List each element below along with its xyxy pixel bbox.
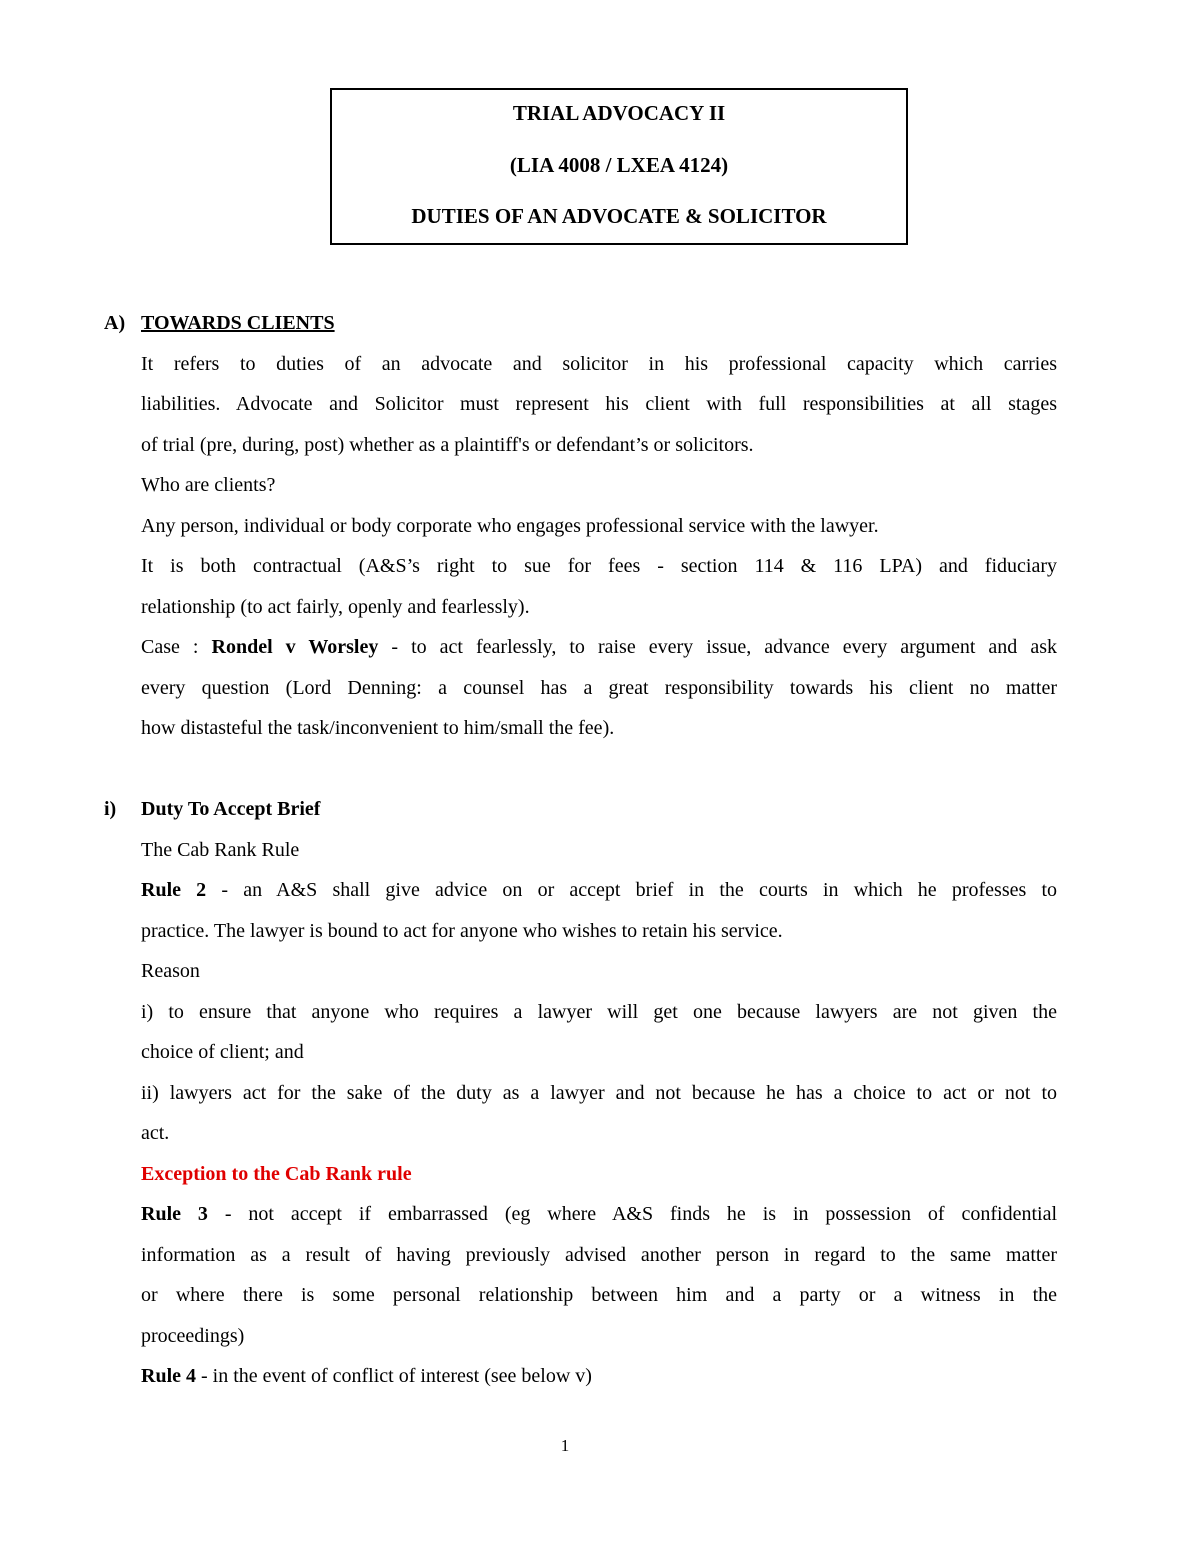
reason-label: Reason (141, 960, 200, 982)
rule-4-line (141, 1363, 1057, 1389)
rule-2-line-2: practice. The lawyer is bound to act for anyone who wishes to retain his service. (141, 920, 783, 942)
para-1-line-2: liabilities. Advocate and Solicitor must represent his client with full responsibilities at all stages (141, 393, 1057, 415)
rule-2-text: - an A&S shall give advice on or accept brief in the courts in which he professes to (206, 879, 1058, 901)
rule-4-label: Rule 4 (141, 1365, 196, 1387)
reason-1-line-1: i) to ensure that anyone who requires a lawyer will get one because lawyers are not given the (141, 1001, 1057, 1023)
case-prefix: Case : (141, 636, 212, 658)
case-line-3: how distasteful the task/inconvenient to him/small the fee). (141, 717, 615, 739)
para-1-line-1: It refers to duties of an advocate and solicitor in his professional capacity which carries (141, 353, 1057, 375)
case-line-2: every question (Lord Denning: a counsel has a great responsibility towards his client no matter (141, 677, 1057, 699)
case-description: - to act fearlessly, to raise every issue, advance every argument and ask (378, 636, 1057, 658)
answer-who-are-clients: Any person, individual or body corporate who engages professional service with the lawyer. (141, 515, 879, 537)
cab-rank-rule: The Cab Rank Rule (141, 839, 300, 861)
rule-2-label: Rule 2 (141, 879, 207, 901)
para-2-line-2: relationship (to act fairly, openly and fearlessly). (141, 596, 530, 618)
reason-2-line-1: ii) lawyers act for the sake of the duty as a lawyer and not because he has a choice to act or not to (141, 1082, 1057, 1104)
rule-3-line-4: proceedings) (141, 1325, 245, 1347)
case-line-1 (141, 634, 1057, 660)
section-i-heading: Duty To Accept Brief (141, 798, 321, 820)
document-subtitle: DUTIES OF AN ADVOCATE & SOLICITOR (411, 204, 827, 228)
page-number: 1 (560, 1436, 570, 1455)
rule-3-line-2: information as a result of having previously advised another person in regard to the same matter (141, 1244, 1057, 1266)
course-codes: (LIA 4008 / LXEA 4124) (509, 153, 729, 177)
section-i-marker: i) (104, 798, 117, 820)
rule-3-label: Rule 3 (141, 1203, 208, 1225)
rule-3-text: - not accept if embarrassed (eg where A&S finds he is in possession of confidential (207, 1203, 1057, 1225)
para-2-line-1: It is both contractual (A&S’s right to sue for fees - section 114 & 116 LPA) and fiduciary (141, 555, 1057, 577)
document-title: TRIAL ADVOCACY II (512, 101, 726, 125)
rule-2-line-1 (141, 877, 1057, 903)
section-a-heading: TOWARDS CLIENTS (141, 312, 335, 334)
rule-3-line-3: or where there is some personal relationship between him and a party or a witness in the (141, 1284, 1057, 1306)
case-name: Rondel v Worsley (211, 636, 379, 658)
reason-1-line-2: choice of client; and (141, 1041, 304, 1063)
para-1-line-3: of trial (pre, during, post) whether as a plaintiff's or defendant’s or solicitors. (141, 434, 754, 456)
title-box (330, 88, 908, 245)
rule-4-text: - in the event of conflict of interest (see below v) (196, 1365, 592, 1387)
rule-3-line-1 (141, 1201, 1057, 1227)
reason-2-line-2: act. (141, 1122, 170, 1144)
exception-heading: Exception to the Cab Rank rule (141, 1163, 412, 1185)
question-who-are-clients: Who are clients? (141, 474, 276, 496)
section-a-marker: A) (104, 312, 126, 334)
